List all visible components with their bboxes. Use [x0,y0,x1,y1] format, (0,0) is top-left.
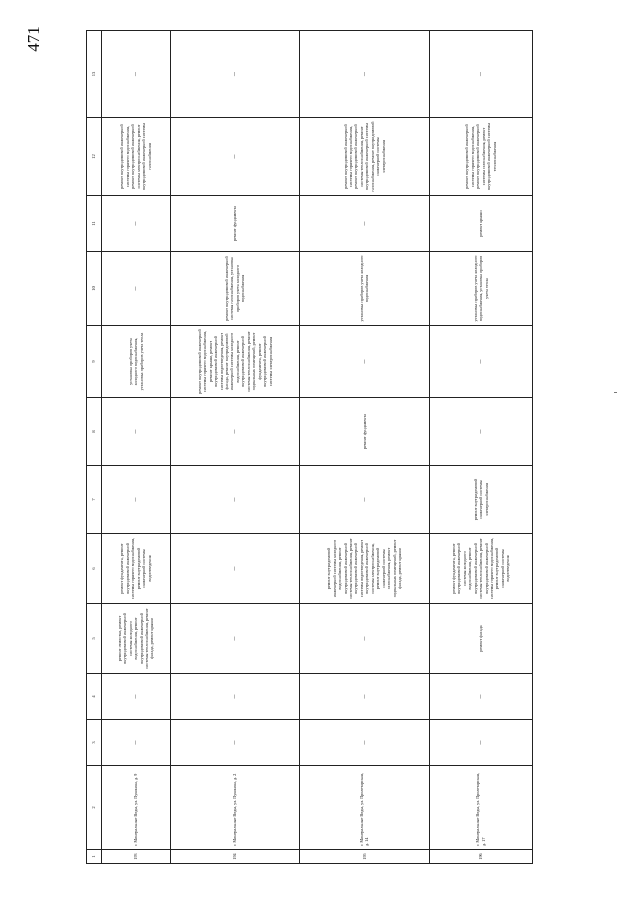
page-number-text: 471 [24,26,43,52]
address-cell: г. Минеральные Воды, ул. Пролетарская, д. 14 [300,766,429,850]
period-cell: — [102,196,171,252]
col-header-6: 6 [87,534,102,604]
capital-repair-register-table [86,30,533,864]
period-cell: — [102,674,171,720]
works-cell: установка приборов учета холодного водоснабжения, установка приборов учета тепла [102,326,171,398]
table-row [429,31,532,864]
scan-artifact [614,392,617,393]
period-cell: — [300,466,429,534]
col-header-5: 5 [87,604,102,674]
works-cell: ремонт внутридомовой инженерной системы горячего водоснабжения, ремонт внутридомовой инженерной системы электроснабжения, ремонт внутридомовой инженерной системы газоснабжения [102,118,171,196]
period-cell: — [300,326,429,398]
col-header-11: 11 [87,196,102,252]
works-cell: установка приборов учета холодного водоснабжения [300,252,429,326]
period-cell: — [102,31,171,118]
row-number: 193 [102,850,171,864]
column-number-row [87,31,102,864]
table-row [102,31,171,864]
works-cell: ремонт фасада [429,604,532,674]
period-cell: — [429,398,532,466]
works-cell: ремонт фундамента [300,398,429,466]
period-cell: — [300,720,429,766]
works-cell: ремонт фундамента, ремонт внутридомовой инженерной системы горячего водоснабжения, ремонт внутридомовой инженерной системы водоотведения [102,534,171,604]
period-cell: — [102,720,171,766]
period-cell: — [170,466,299,534]
col-header-7: 7 [87,466,102,534]
period-cell: — [102,252,171,326]
col-header-13: 13 [87,31,102,118]
register-table-area [86,31,533,864]
works-cell: ремонт внутридомовой инженерной системы холодного водоснабжения, ремонт внутридомовой инженерной системы теплоснабжения, ремонт внутридомовой инженерной системы водоотведения, ремонт внутридомовой инженерной системы электроснабжения, ремонт внутридомовой инженерной системы газоснабжения, ремонт подвальных помещений, ремонт фасада, ремонт крыши [300,534,429,604]
address-cell: г. Минеральные Воды, ул. Пушкина, д. 9 [102,766,171,850]
col-header-10: 10 [87,252,102,326]
period-cell: — [429,674,532,720]
period-cell: — [300,31,429,118]
period-cell: — [170,118,299,196]
period-cell: — [170,31,299,118]
rotated-table-frame [86,31,533,864]
page-number [22,22,46,56]
works-cell: ремонт отмостки, ремонт внутридомовой инженерной системы холодного водоснабжения, ремонт внутридомовой инженерной системы теплоснабжения, ремонт фасада, ремонт крыши [102,604,171,674]
row-number: 196 [429,850,532,864]
period-cell: — [170,534,299,604]
table-row [300,31,429,864]
period-cell: — [300,674,429,720]
period-cell: — [102,466,171,534]
col-header-8: 8 [87,398,102,466]
period-cell: — [300,196,429,252]
col-header-12: 12 [87,118,102,196]
col-header-3: 3 [87,720,102,766]
works-cell: ремонт фундамента [170,196,299,252]
period-cell: — [300,604,429,674]
works-cell: установка приборов учета холодного водоснабжения, установка приборов учета тепла [429,252,532,326]
period-cell: — [170,398,299,466]
works-cell: ремонт внутридомовой инженерной системы горячего водоснабжения, ремонт внутридомовой инженерной системы газоснабжения, ремонт внутридомовой инженерной системы теплоснабжения [429,118,532,196]
row-number: 194 [170,850,299,864]
works-cell: ремонт внутридомовой инженерной системы электроснабжения [429,466,532,534]
period-cell: — [429,720,532,766]
row-number: 195 [300,850,429,864]
address-cell: г. Минеральные Воды, ул. Пушкина, д. 2 [170,766,299,850]
col-header-1: 1 [87,850,102,864]
address-cell: г. Минеральные Воды, ул. Пролетарская, д. 17 [429,766,532,850]
period-cell: — [170,720,299,766]
works-cell: ремонт фундамента, ремонт внутридомовой инженерной системы холодного водоснабжения, ремонт внутридомовой инженерной системы теплоснабжения, ремонт внутридомовой инженерной системы горячего водоснабжения, ремонт внутридомовой инженерной системы водоотведения [429,534,532,604]
period-cell: — [102,398,171,466]
col-header-9: 9 [87,326,102,398]
table-row [170,31,299,864]
period-cell: — [429,31,532,118]
works-cell: ремонт крыши [429,196,532,252]
period-cell: — [170,604,299,674]
works-cell: ремонт внутридомовой инженерной системы горячего водоснабжения, ремонт внутридомовой инженерной системы теплоснабжения, ремонт внутридомовой инженерной системы газоснабжения, ремонт внутридомовой инженерной системы электроснабжения [300,118,429,196]
works-cell: ремонт внутридомовой инженерной системы газоснабжения, установка приборов учета холодного водоснабжения [170,252,299,326]
works-cell: ремонт внутридомовой инженерной системы горячего водоснабжения, ремонт крыши, ремонт внутридомовой инженерной системы водоотведения, ремонт фасада, ремонт внутридомовой инженерной системы холодного водоснабжения, ремонт внутридомовой инженерной системы теплоснабжения, ремонт подвальных помещений, ремонт фундамента, ремонт внутридомовой инженерной системы электроснабжения [170,326,299,398]
col-header-2: 2 [87,766,102,850]
col-header-4: 4 [87,674,102,720]
period-cell: — [429,326,532,398]
period-cell: — [170,674,299,720]
